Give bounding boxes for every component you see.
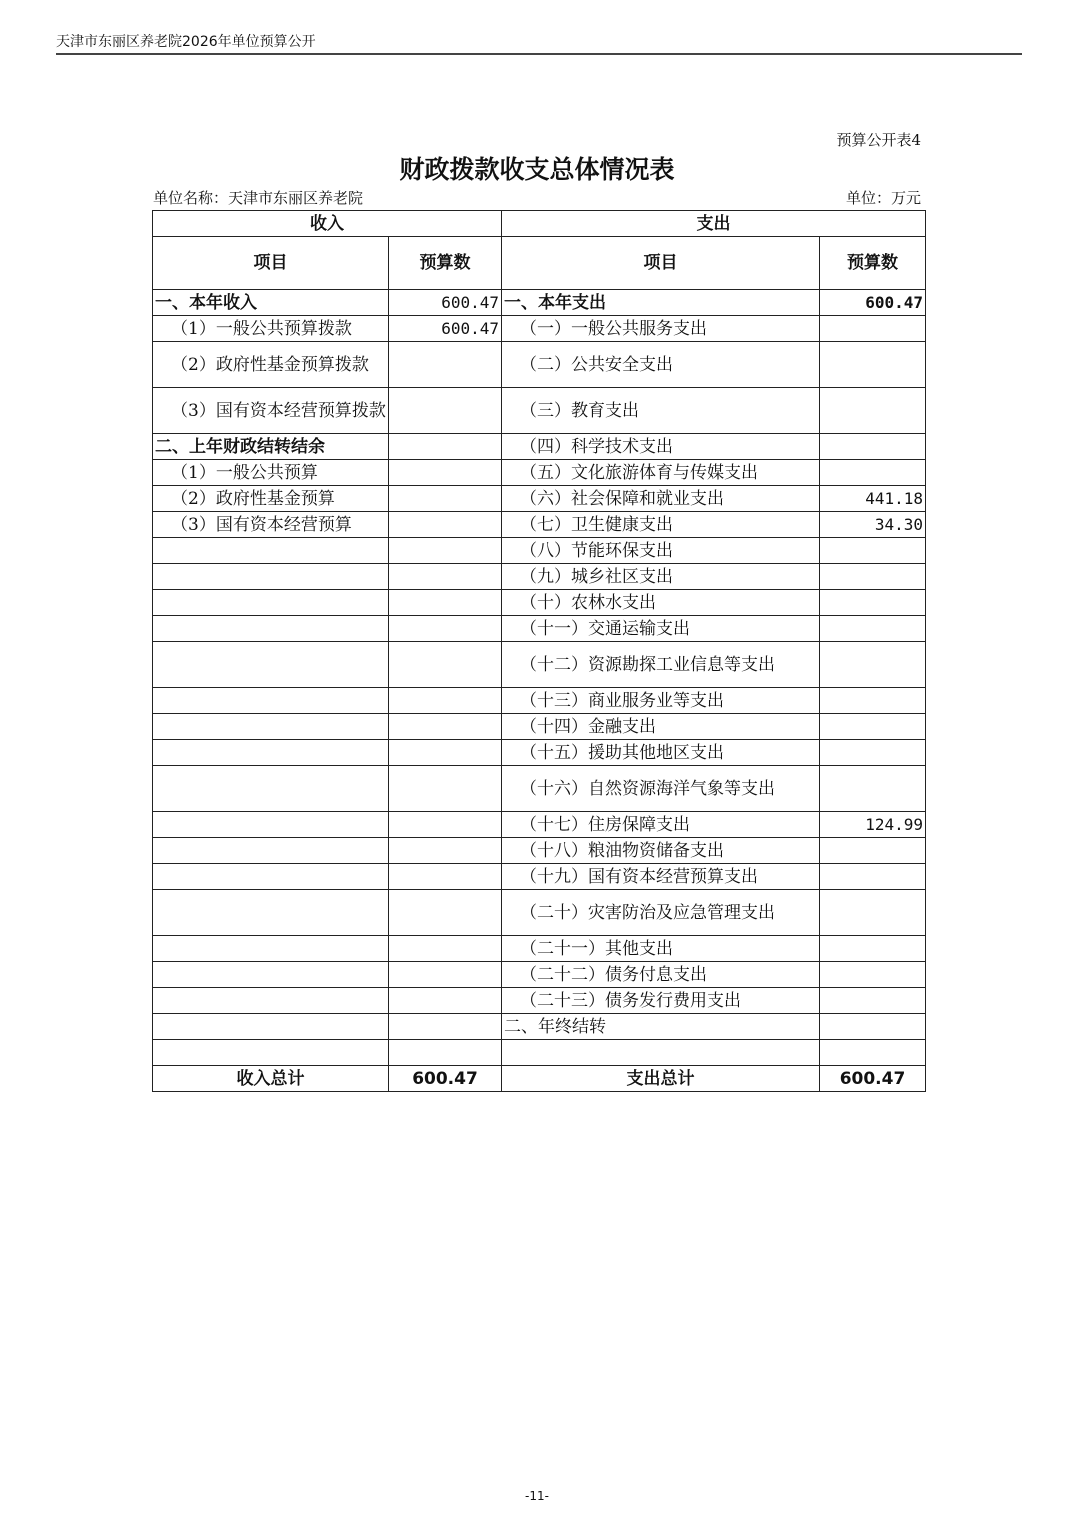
expense-item-cell: （十二）资源勘探工业信息等支出 <box>502 642 820 688</box>
income-item-cell <box>153 642 389 688</box>
income-budget-cell <box>389 486 502 512</box>
income-budget-cell <box>389 388 502 434</box>
table-row <box>153 342 926 388</box>
expense-budget-cell <box>820 838 926 864</box>
income-item-cell <box>153 838 389 864</box>
table-row <box>153 890 926 936</box>
income-item-cell: （3）国有资本经营预算 <box>153 512 389 538</box>
income-total-label: 收入总计 <box>153 1066 389 1092</box>
income-item-cell <box>153 564 389 590</box>
expense-item-cell: （二）公共安全支出 <box>502 342 820 388</box>
table-row <box>153 538 926 564</box>
expense-budget-cell <box>820 564 926 590</box>
expense-item-cell: （十八）粮油物资储备支出 <box>502 838 820 864</box>
expense-budget-cell <box>820 616 926 642</box>
expense-budget-cell <box>820 1040 926 1066</box>
totals-row <box>153 1066 926 1092</box>
table-row <box>153 434 926 460</box>
income-item-cell <box>153 890 389 936</box>
income-item-cell <box>153 616 389 642</box>
page-number: -11- <box>525 1489 549 1503</box>
expense-budget-cell: 441.18 <box>820 486 926 512</box>
table-row <box>153 962 926 988</box>
expense-budget-cell: 600.47 <box>820 290 926 316</box>
document-header: 天津市东丽区养老院2026年单位预算公开 <box>56 34 316 50</box>
income-budget-cell <box>389 688 502 714</box>
table-row <box>153 486 926 512</box>
expense-item-cell: （十）农林水支出 <box>502 590 820 616</box>
expense-budget-cell <box>820 316 926 342</box>
expense-budget-cell <box>820 642 926 688</box>
expense-item-cell: （十五）援助其他地区支出 <box>502 740 820 766</box>
expense-total-label: 支出总计 <box>502 1066 820 1092</box>
expense-item-cell: （九）城乡社区支出 <box>502 564 820 590</box>
income-item-cell <box>153 590 389 616</box>
income-budget-cell <box>389 460 502 486</box>
table-row <box>153 688 926 714</box>
expense-budget-cell <box>820 962 926 988</box>
expense-budget-cell <box>820 936 926 962</box>
expense-item-cell: （十四）金融支出 <box>502 714 820 740</box>
income-item-cell <box>153 538 389 564</box>
income-item-cell: （3）国有资本经营预算拨款 <box>153 388 389 434</box>
expense-item-cell: （二十二）债务付息支出 <box>502 962 820 988</box>
income-budget-cell <box>389 864 502 890</box>
table-row <box>153 388 926 434</box>
expense-item-cell: 二、年终结转 <box>502 1014 820 1040</box>
expense-budget-cell <box>820 434 926 460</box>
table-row <box>153 1014 926 1040</box>
income-budget-column-header: 预算数 <box>389 237 502 290</box>
income-budget-cell <box>389 564 502 590</box>
expense-item-column-header: 项目 <box>502 237 820 290</box>
expense-budget-cell <box>820 766 926 812</box>
expense-section-header: 支出 <box>502 211 926 237</box>
income-budget-cell <box>389 812 502 838</box>
currency-unit: 单位：万元 <box>845 189 921 207</box>
expense-item-cell: （二十）灾害防治及应急管理支出 <box>502 890 820 936</box>
expense-budget-cell <box>820 342 926 388</box>
table-row <box>153 642 926 688</box>
expense-budget-cell <box>820 460 926 486</box>
expense-budget-cell <box>820 538 926 564</box>
income-item-cell <box>153 714 389 740</box>
expense-item-cell: （十三）商业服务业等支出 <box>502 688 820 714</box>
expense-item-cell: （二十三）债务发行费用支出 <box>502 988 820 1014</box>
income-total-value: 600.47 <box>389 1066 502 1092</box>
expense-item-cell: （二十一）其他支出 <box>502 936 820 962</box>
expense-item-cell: （四）科学技术支出 <box>502 434 820 460</box>
expense-item-cell: （七）卫生健康支出 <box>502 512 820 538</box>
expense-budget-cell <box>820 714 926 740</box>
expense-budget-cell <box>820 1014 926 1040</box>
income-budget-cell <box>389 962 502 988</box>
income-budget-cell <box>389 342 502 388</box>
table-row <box>153 290 926 316</box>
income-item-cell <box>153 766 389 812</box>
expense-budget-column-header: 预算数 <box>820 237 926 290</box>
expense-item-cell: （五）文化旅游体育与传媒支出 <box>502 460 820 486</box>
income-item-cell: （2）政府性基金预算拨款 <box>153 342 389 388</box>
expense-budget-cell <box>820 890 926 936</box>
income-budget-cell <box>389 512 502 538</box>
income-item-cell: （2）政府性基金预算 <box>153 486 389 512</box>
income-budget-cell <box>389 642 502 688</box>
table-row <box>153 512 926 538</box>
income-item-cell <box>153 688 389 714</box>
expense-budget-cell <box>820 864 926 890</box>
income-item-cell: 二、上年财政结转结余 <box>153 434 389 460</box>
table-row <box>153 936 926 962</box>
expense-item-cell: （十六）自然资源海洋气象等支出 <box>502 766 820 812</box>
income-item-cell <box>153 740 389 766</box>
income-budget-cell <box>389 838 502 864</box>
income-budget-cell: 600.47 <box>389 290 502 316</box>
table-row <box>153 460 926 486</box>
table-number: 预算公开表4 <box>836 131 921 149</box>
table-row <box>153 316 926 342</box>
table-row <box>153 812 926 838</box>
income-budget-cell <box>389 766 502 812</box>
income-budget-cell <box>389 714 502 740</box>
income-budget-cell <box>389 1040 502 1066</box>
income-budget-cell <box>389 936 502 962</box>
income-item-cell: 一、本年收入 <box>153 290 389 316</box>
expense-item-cell: （八）节能环保支出 <box>502 538 820 564</box>
expense-item-cell: 一、本年支出 <box>502 290 820 316</box>
expense-budget-cell <box>820 590 926 616</box>
income-item-cell <box>153 864 389 890</box>
income-item-cell <box>153 936 389 962</box>
expense-budget-cell <box>820 988 926 1014</box>
page-title: 财政拨款收支总体情况表 <box>399 155 675 184</box>
income-item-cell <box>153 1014 389 1040</box>
income-item-column-header: 项目 <box>153 237 389 290</box>
income-item-cell <box>153 812 389 838</box>
table-row <box>153 838 926 864</box>
expense-item-cell: （十九）国有资本经营预算支出 <box>502 864 820 890</box>
table-row <box>153 740 926 766</box>
income-budget-cell <box>389 1014 502 1040</box>
income-budget-cell: 600.47 <box>389 316 502 342</box>
income-budget-cell <box>389 538 502 564</box>
expense-budget-cell <box>820 688 926 714</box>
header-divider <box>56 53 1022 55</box>
table-row <box>153 766 926 812</box>
expense-item-cell: （十七）住房保障支出 <box>502 812 820 838</box>
income-item-cell <box>153 988 389 1014</box>
income-budget-cell <box>389 616 502 642</box>
expense-item-cell: （一）一般公共服务支出 <box>502 316 820 342</box>
expense-item-cell <box>502 1040 820 1066</box>
income-budget-cell <box>389 434 502 460</box>
income-budget-cell <box>389 740 502 766</box>
income-budget-cell <box>389 890 502 936</box>
income-item-cell <box>153 962 389 988</box>
budget-table <box>152 210 926 1092</box>
expense-budget-cell: 124.99 <box>820 812 926 838</box>
income-budget-cell <box>389 590 502 616</box>
income-item-cell: （1）一般公共预算拨款 <box>153 316 389 342</box>
table-row <box>153 1040 926 1066</box>
income-item-cell <box>153 1040 389 1066</box>
income-budget-cell <box>389 988 502 1014</box>
table-row <box>153 590 926 616</box>
expense-budget-cell: 34.30 <box>820 512 926 538</box>
table-row <box>153 714 926 740</box>
expense-budget-cell <box>820 740 926 766</box>
table-row <box>153 564 926 590</box>
table-row <box>153 864 926 890</box>
expense-budget-cell <box>820 388 926 434</box>
expense-total-value: 600.47 <box>820 1066 926 1092</box>
expense-item-cell: （十一）交通运输支出 <box>502 616 820 642</box>
table-row <box>153 616 926 642</box>
unit-name: 单位名称：天津市东丽区养老院 <box>153 189 364 207</box>
expense-item-cell: （三）教育支出 <box>502 388 820 434</box>
income-section-header: 收入 <box>153 211 502 237</box>
income-item-cell: （1）一般公共预算 <box>153 460 389 486</box>
table-row <box>153 988 926 1014</box>
expense-item-cell: （六）社会保障和就业支出 <box>502 486 820 512</box>
